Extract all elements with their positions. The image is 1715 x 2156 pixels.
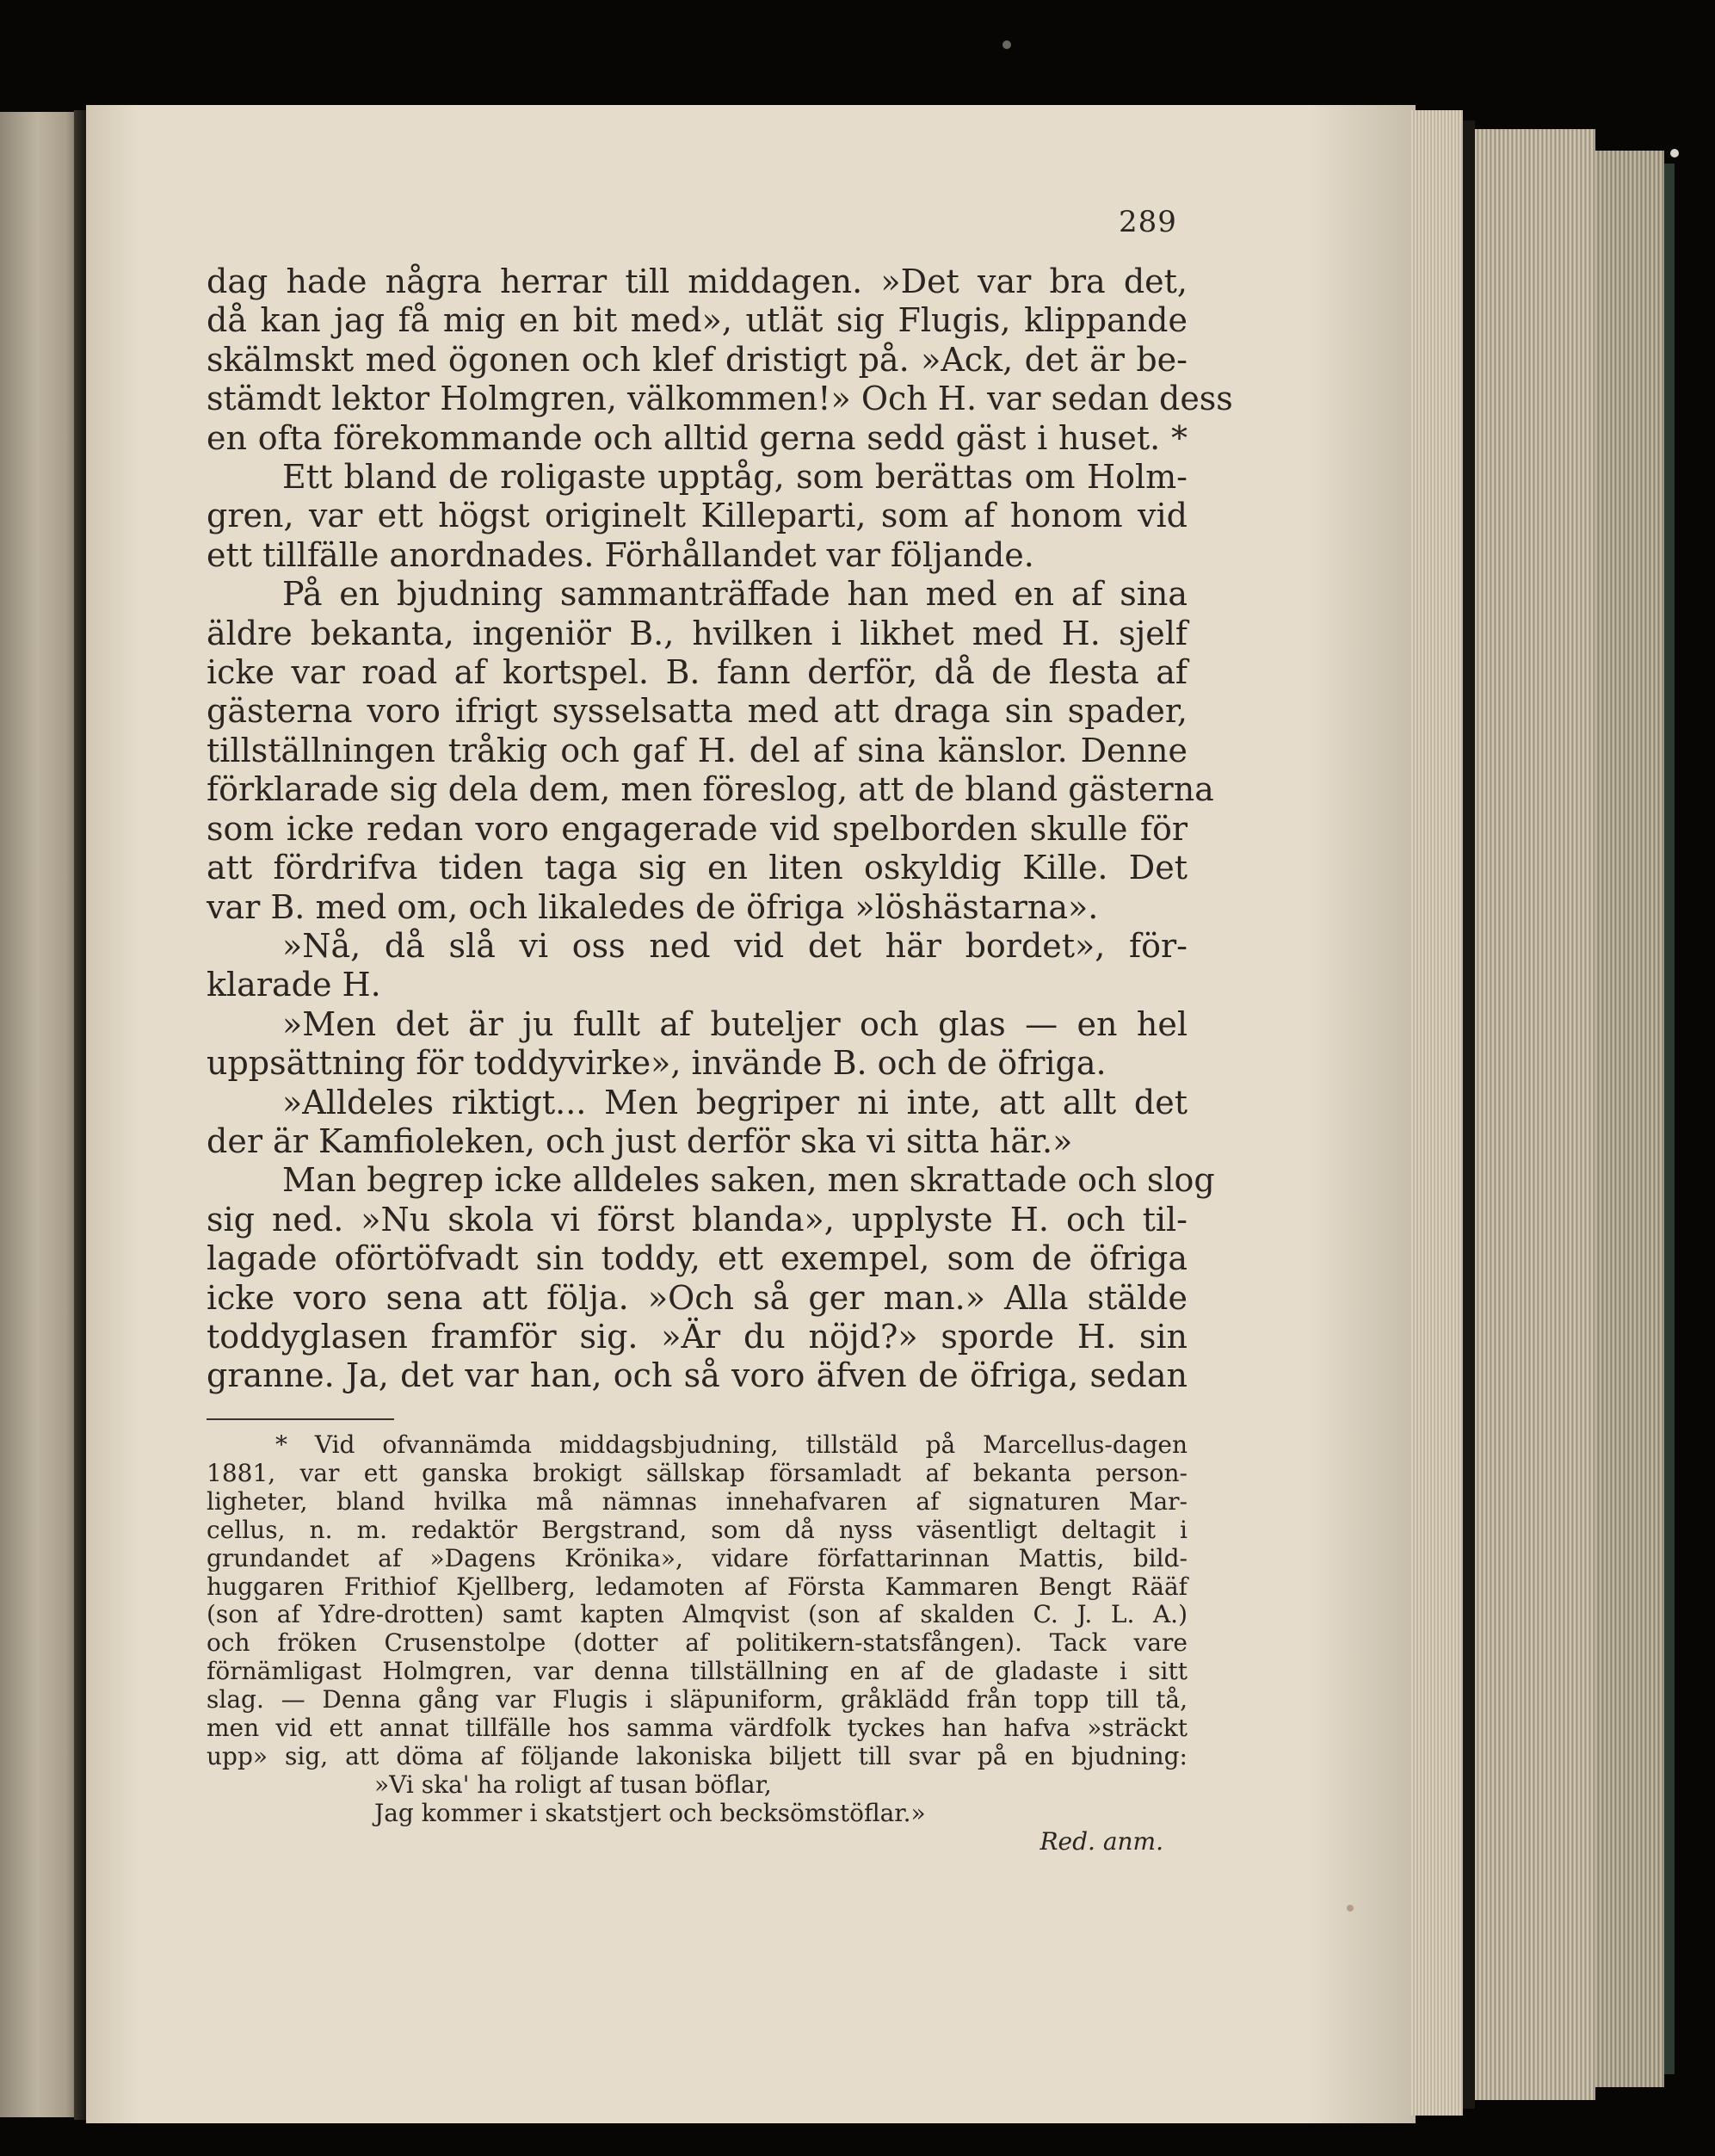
body-line: äldre bekanta, ingeniör B., hvilken i likhet med H. sjelf — [207, 614, 1188, 652]
body-line: »Men det är ju fullt af buteljer och glas — en hel — [282, 1004, 1188, 1043]
footnote-verse-line: Jag kommer i skatstjert och becksömstöflar.» — [374, 1798, 926, 1827]
body-line: då kan jag få mig en bit med», utlät sig Flugis, klippande — [207, 301, 1188, 340]
body-line: icke var road af kortspel. B. fann derför, då de flesta af — [207, 653, 1188, 692]
body-line: På en bjudning sammanträffade han med en af sina — [282, 575, 1188, 614]
body-line: dag hade några herrar till middagen. »Det var bra det, — [207, 263, 1188, 300]
body-line: icke voro sena att följa. »Och så ger man.» Alla stälde — [207, 1278, 1188, 1317]
dust-speck — [1347, 1905, 1354, 1912]
footnote-line: och fröken Crusenstolpe (dotter af politikern-statsfången). Tack vare — [207, 1628, 1188, 1658]
body-line: ett tillfälle anordnades. Förhållandet var följande. — [207, 535, 1034, 574]
body-line: klarade H. — [207, 966, 381, 1004]
footnote-line: upp» sig, att döma af följande lakoniska biljett till svar på en bjudning: — [207, 1741, 1188, 1770]
footnote-line: förnämligast Holmgren, var denna tillställning en af de gladaste i sitt — [207, 1657, 1188, 1686]
page-number: 289 — [1119, 205, 1177, 239]
footnote-verse-line: »Vi ska' ha roligt af tusan böflar, — [374, 1770, 772, 1799]
dust-speck — [1670, 149, 1679, 158]
footnote-line: men vid ett annat tillfälle hos samma värdfolk tyckes han hafva »sträckt — [207, 1714, 1188, 1743]
body-line: som icke redan voro engagerade vid spelborden skulle för — [207, 809, 1188, 848]
body-line: att fördrifva tiden taga sig en liten oskyldig Kille. Det — [207, 849, 1188, 887]
body-line: Ett bland de roligaste upptåg, som berättas om Holm- — [282, 458, 1188, 497]
body-line: tillställningen tråkig och gaf H. del af sina känslor. Denne — [207, 731, 1188, 769]
body-line: stämdt lektor Holmgren, välkommen!» Och H. var sedan dess — [207, 380, 1233, 418]
body-line: gästerna voro ifrigt sysselsatta med att draga sin spader, — [207, 692, 1188, 731]
body-line: var B. med om, och likaledes de öfriga »löshästarna». — [207, 887, 1099, 926]
footnote-line: huggaren Frithiof Kjellberg, ledamoten af Första Kammaren Bengt Rääf — [207, 1572, 1188, 1601]
footnote-line: * Vid ofvannämda middagsbjudning, tillstäld på Marcellus-dagen — [275, 1430, 1188, 1459]
body-line: »Alldeles riktigt... Men begriper ni inte, att allt det — [282, 1083, 1188, 1121]
body-line: granne. Ja, det var han, och så voro äfven de öfriga, sedan — [207, 1356, 1188, 1395]
dust-speck — [1002, 40, 1011, 49]
body-line: skälmskt med ögonen och klef dristigt på. »Ack, det är be- — [207, 340, 1188, 379]
footnote-line: slag. — Denna gång var Flugis i släpuniform, gråklädd från topp till tå, — [207, 1685, 1188, 1714]
body-line: uppsättning för toddyvirke», invände B. och de öfriga. — [207, 1044, 1107, 1083]
body-line: lagade oförtöfvadt sin toddy, ett exempel, som de öfriga — [207, 1239, 1188, 1278]
body-line: der är Kamfioleken, och just derför ska vi sitta här.» — [207, 1121, 1073, 1160]
footnote-line: grundandet af »Dagens Krönika», vidare författarinnan Mattis, bild- — [207, 1543, 1188, 1572]
footnote-line: cellus, n. m. redaktör Bergstrand, som då nyss väsentligt deltagit i — [207, 1515, 1188, 1544]
footnote-line: 1881, var ett ganska brokigt sällskap församladt af bekanta person- — [207, 1458, 1188, 1487]
body-line: förklarade sig dela dem, men föreslog, att de bland gästerna — [207, 770, 1214, 809]
editor-note-signature: Red. anm. — [1039, 1826, 1163, 1856]
body-line: en ofta förekommande och alltid gerna sedd gäst i huset. * — [207, 418, 1188, 457]
footnote-line: ligheter, bland hvilka må nämnas innehafvaren af signaturen Mar- — [207, 1486, 1188, 1516]
body-line: gren, var ett högst originelt Killeparti, som af honom vid — [207, 497, 1188, 535]
body-line: toddyglasen framför sig. »Är du nöjd?» sporde H. sin — [207, 1317, 1188, 1356]
body-line: »Nå, då slå vi oss ned vid det här bordet», för- — [282, 926, 1188, 965]
footnote-line: (son af Ydre-drotten) samt kapten Almqvist (son af skalden C. J. L. A.) — [207, 1600, 1188, 1629]
body-line: Man begrep icke alldeles saken, men skrattade och slog — [282, 1161, 1215, 1200]
body-line: sig ned. »Nu skola vi först blanda», upplyste H. och til- — [207, 1200, 1188, 1239]
